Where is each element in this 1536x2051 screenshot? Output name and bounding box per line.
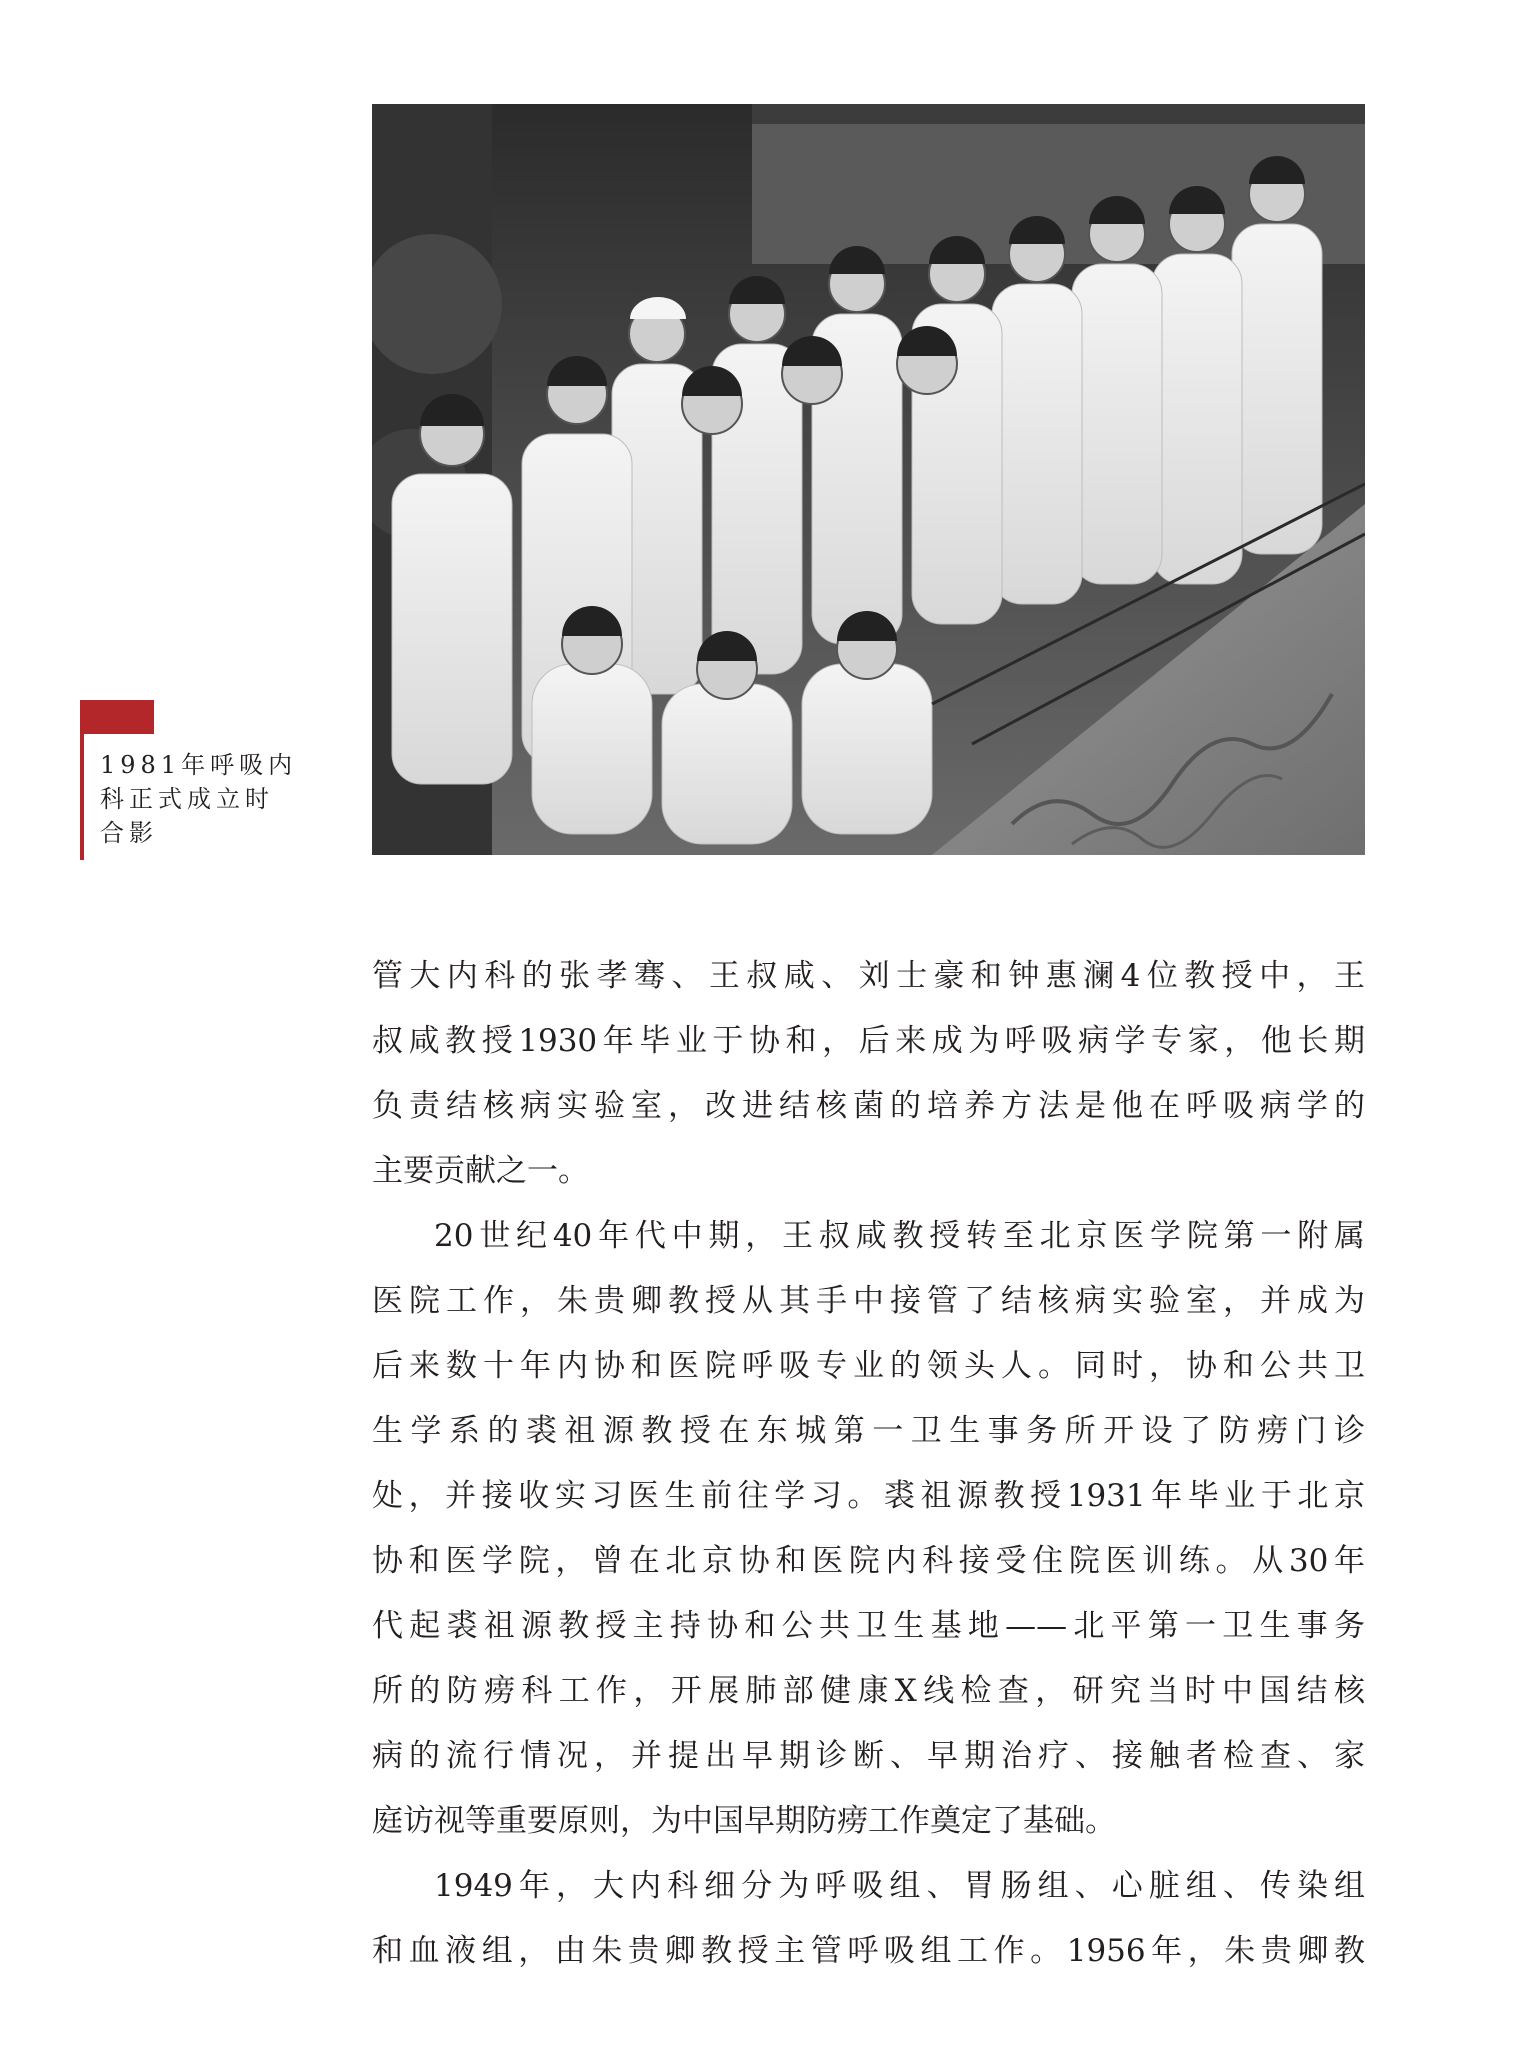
- caption-accent-bar: [80, 700, 154, 734]
- article-body: [372, 944, 1365, 1984]
- group-photo-image: [372, 104, 1365, 855]
- text-line: 20世纪40年代中期，王叔咸教授转至北京医学院第一附属: [434, 1218, 1365, 1254]
- text-line: 生学系的裘祖源教授在东城第一卫生事务所开设了防痨门诊: [372, 1413, 1365, 1449]
- text-line: 负责结核病实验室，改进结核菌的培养方法是他在呼吸病学的: [372, 1088, 1365, 1124]
- text-line: 后来数十年内协和医院呼吸专业的领头人。同时，协和公共卫: [372, 1348, 1365, 1384]
- text-line: 1949年，大内科细分为呼吸组、胃肠组、心脏组、传染组: [434, 1868, 1365, 1904]
- paragraph: [372, 1854, 1365, 1984]
- text-line: 庭访视等重要原则，为中国早期防痨工作奠定了基础。: [372, 1803, 1116, 1839]
- text-line: 协和医学院，曾在北京协和医院内科接受住院医训练。从30年: [372, 1543, 1365, 1579]
- text-line: 处，并接收实习医生前往学习。裘祖源教授1931年毕业于北京: [372, 1478, 1365, 1514]
- text-line: 管大内科的张孝骞、王叔咸、刘士豪和钟惠澜4位教授中，王: [372, 958, 1365, 994]
- text-line: 所的防痨科工作，开展肺部健康X线检查，研究当时中国结核: [372, 1673, 1365, 1709]
- photo-caption: [100, 748, 300, 850]
- text-line: 主要贡献之一。: [372, 1153, 589, 1189]
- text-line: 医院工作，朱贵卿教授从其手中接管了结核病实验室，并成为: [372, 1283, 1365, 1319]
- caption-line: 1981年呼吸内: [100, 751, 298, 779]
- text-line: 和血液组，由朱贵卿教授主管呼吸组工作。1956年，朱贵卿教: [372, 1933, 1365, 1969]
- group-photo: [372, 104, 1365, 855]
- text-line: 叔咸教授1930年毕业于协和，后来成为呼吸病学专家，他长期: [372, 1023, 1365, 1059]
- caption-accent-rule: [80, 734, 84, 860]
- text-line: 代起裘祖源教授主持协和公共卫生基地——北平第一卫生事务: [372, 1608, 1365, 1644]
- paragraph: [372, 944, 1365, 1204]
- text-line: 病的流行情况，并提出早期诊断、早期治疗、接触者检查、家: [372, 1738, 1365, 1774]
- caption-line: 科正式成立时: [100, 785, 274, 813]
- caption-line: 合影: [100, 819, 158, 847]
- paragraph: [372, 1204, 1365, 1854]
